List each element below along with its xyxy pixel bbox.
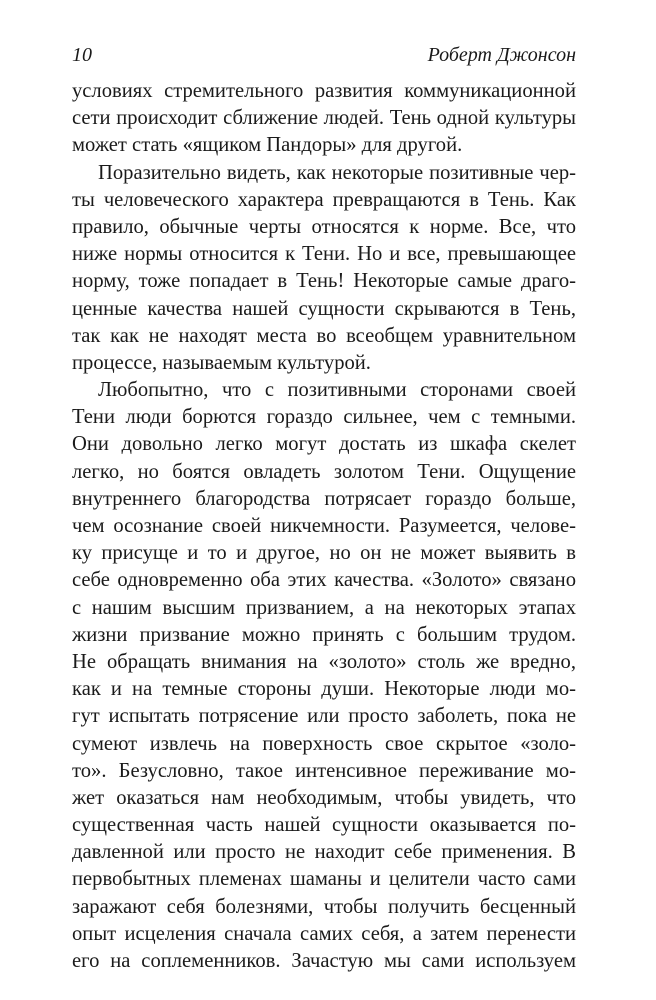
text-line: внутреннего благородства потрясает гораздо больше, — [72, 487, 576, 510]
text-line: ценные качества нашей сущности скрываются в Тень, — [72, 297, 576, 320]
body-text — [72, 78, 576, 975]
running-head-author: Роберт Джонсон — [427, 44, 576, 66]
text-line: давленной или просто не находит себе применения. В — [72, 841, 576, 864]
running-head — [72, 36, 576, 70]
text-line: первобытных племенах шаманы и целители часто сами — [72, 868, 576, 891]
text-line: жизни призвание можно принять с большим трудом. — [72, 623, 576, 646]
text-line: жет оказаться нам необходимым, чтобы увидеть, что — [72, 786, 576, 809]
paragraph-first-line: Поразительно видеть, как некоторые позитивные чер- — [98, 161, 576, 184]
text-line: Тени люди борются гораздо сильнее, чем с темными. — [72, 406, 576, 429]
text-line: Они довольно легко могут достать из шкафа скелет — [72, 433, 576, 456]
text-line: норму, тоже попадает в Тень! Некоторые самые драго- — [72, 270, 576, 293]
page-number: 10 — [72, 44, 92, 66]
book-page — [72, 36, 576, 975]
text-line: опыт исцеления сначала самих себя, а затем перенести — [72, 922, 576, 945]
text-line: с нашим высшим призванием, а на некоторых этапах — [72, 596, 576, 619]
paragraph-end-line: может стать «ящиком Пандоры» для другой. — [72, 134, 463, 157]
text-line: как и на темные стороны души. Некоторые люди мо- — [72, 678, 576, 701]
text-line: себе одновременно оба этих качества. «Золото» связано — [72, 569, 576, 592]
text-line: Не обращать внимания на «золото» столь же вредно, — [72, 650, 576, 673]
text-line: ты человеческого характера превращаются в Тень. Как — [72, 188, 576, 211]
text-line: легко, но боятся овладеть золотом Тени. Ощущение — [72, 460, 576, 483]
text-line: то». Безусловно, такое интенсивное переживание мо- — [72, 759, 576, 782]
text-line: чем осознание своей никчемности. Разумеется, челове- — [72, 515, 576, 537]
text-line: условиях стремительного развития коммуникационной — [72, 80, 576, 102]
paragraph-end-line: процессе, называемым культурой. — [72, 351, 371, 374]
text-line: сумеют извлечь на поверхность свое скрытое «золо- — [72, 732, 576, 755]
text-line: существенная часть нашей сущности оказывается по- — [72, 814, 576, 837]
text-line: правило, обычные черты относятся к норме. Все, что — [72, 215, 576, 238]
text-line: заражают себя болезнями, чтобы получить бесценный — [72, 895, 576, 918]
text-line: ниже нормы относится к Тени. Но и все, превышающее — [72, 243, 576, 266]
paragraph-first-line: Любопытно, что с позитивными сторонами своей — [98, 379, 576, 402]
text-line: сети происходит сближение людей. Тень одной культуры — [72, 107, 576, 130]
text-line: гут испытать потрясение или просто заболеть, пока не — [72, 705, 576, 728]
text-line: так как не находят места во всеобщем уравнительном — [72, 324, 576, 347]
text-line: его на соплеменников. Зачастую мы сами используем — [72, 950, 576, 972]
text-line: ку присуще и то и другое, но он не может выявить в — [72, 542, 576, 565]
